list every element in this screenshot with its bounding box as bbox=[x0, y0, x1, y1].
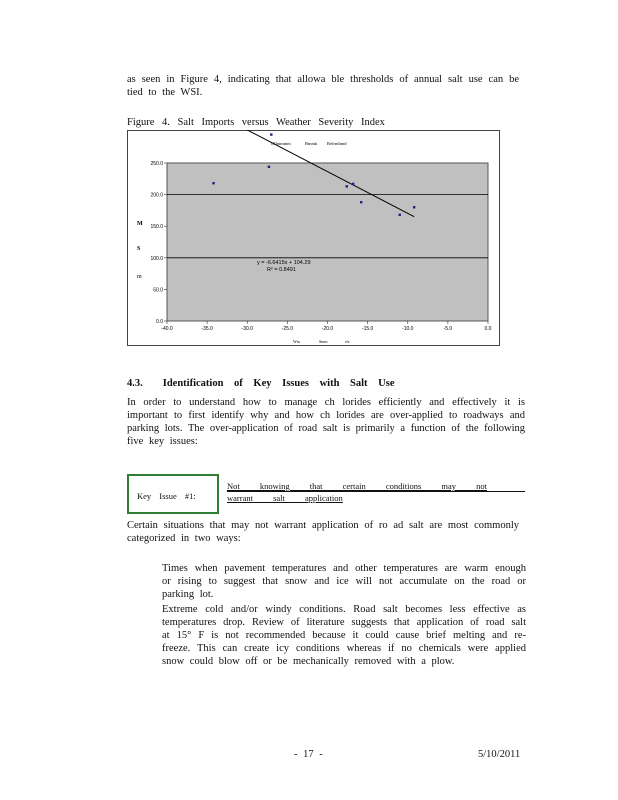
section-heading bbox=[127, 377, 395, 390]
chart-title-part-2: Bmmk bbox=[305, 141, 318, 146]
situations-paragraph: Certain situations that may not warrant application of ro ad salt are most commonly categorized in two ways: bbox=[127, 520, 519, 544]
key-issue-text: Not knowing that certain conditions may not warrant salt application bbox=[227, 481, 488, 503]
trend-equation: y = -6.6415x + 104.29 bbox=[257, 260, 311, 266]
chart-svg bbox=[127, 130, 500, 346]
x-tick-label: 0.0 bbox=[484, 326, 492, 332]
data-point bbox=[268, 166, 270, 168]
section-number: 4.3. bbox=[127, 378, 143, 389]
y-label-part-2: S bbox=[137, 246, 141, 252]
chart-title-part-3: Refrmhmd bbox=[327, 141, 347, 146]
r-squared: R² = 0.8491 bbox=[267, 267, 296, 273]
y-tick-label: 200.0 bbox=[150, 192, 163, 199]
data-point bbox=[212, 182, 214, 184]
body-paragraph: In order to understand how to manage ch lorides efficiently and effectively it is important to first identify why and how ch lorides are over-applied to roadways and parking lots. The over-application of road salt is primarily a function of the following five key issues: bbox=[127, 397, 525, 447]
key-issue-label: Key Issue #1: bbox=[137, 491, 196, 501]
list-item-text: Extreme cold and/or windy conditions. Road salt becomes less effective as temperatures drop. Review of literature suggests that application of road salt at 15° F is not recommended because it could cause brief melting and re-freeze. This can create icy conditions whereas if no chemicals were applied snow could blow off or be mechanically removed with a plow. bbox=[162, 604, 526, 667]
x-tick-label: -10.0 bbox=[402, 326, 414, 332]
intro-paragraph: as seen in Figure 4, indicating that allowa ble thresholds of annual salt use can be tied to the WSI. bbox=[127, 74, 519, 98]
y-tick-label: 250.0 bbox=[150, 161, 163, 167]
y-label-part-1: M bbox=[137, 221, 143, 227]
list-item bbox=[146, 562, 526, 601]
situations-list bbox=[146, 562, 526, 670]
x-label-part-1: Wm bbox=[293, 339, 300, 344]
x-tick-label: -5.0 bbox=[443, 326, 453, 332]
figure-caption: Figure 4. Salt Imports versus Weather Severity Index bbox=[127, 117, 385, 128]
data-point bbox=[360, 201, 362, 203]
y-tick-label: 100.0 bbox=[150, 255, 163, 262]
data-point bbox=[270, 133, 272, 135]
key-issue-box bbox=[127, 474, 219, 514]
y-tick-label: 50.0 bbox=[153, 287, 163, 294]
data-point bbox=[399, 214, 401, 216]
x-label-part-3: rfx bbox=[345, 339, 350, 344]
x-tick-label: -40.0 bbox=[161, 326, 173, 332]
page-number: - 17 - bbox=[294, 749, 323, 760]
x-tick-label: -15.0 bbox=[361, 326, 374, 332]
y-tick-label: 150.0 bbox=[150, 224, 163, 231]
y-tick-label: 0.0 bbox=[156, 319, 163, 325]
salt-vs-wsi-chart bbox=[127, 130, 500, 346]
y-label-part-3: m bbox=[137, 274, 142, 280]
x-tick-label: -35.0 bbox=[201, 326, 213, 332]
x-tick-label: -25.0 bbox=[281, 326, 294, 332]
chart-title-part-1: Ullmmmm bbox=[271, 141, 291, 146]
key-issue-rule bbox=[227, 491, 525, 492]
x-label-part-2: Smm bbox=[319, 339, 328, 344]
data-point bbox=[413, 206, 415, 208]
list-item-text: Times when pavement temperatures and other temperatures are warm enough or rising to suggest that snow and ice will not accumulate on the road or parking lot. bbox=[162, 563, 526, 600]
data-point bbox=[346, 185, 348, 187]
section-title: Identification of Key Issues with Salt Use bbox=[162, 378, 395, 389]
x-tick-label: -20.0 bbox=[321, 326, 334, 332]
x-tick-label: -30.0 bbox=[241, 326, 253, 332]
plot-area bbox=[167, 163, 488, 321]
data-point bbox=[352, 183, 354, 185]
list-item bbox=[146, 603, 526, 668]
footer-date: 5/10/2011 bbox=[478, 749, 521, 760]
